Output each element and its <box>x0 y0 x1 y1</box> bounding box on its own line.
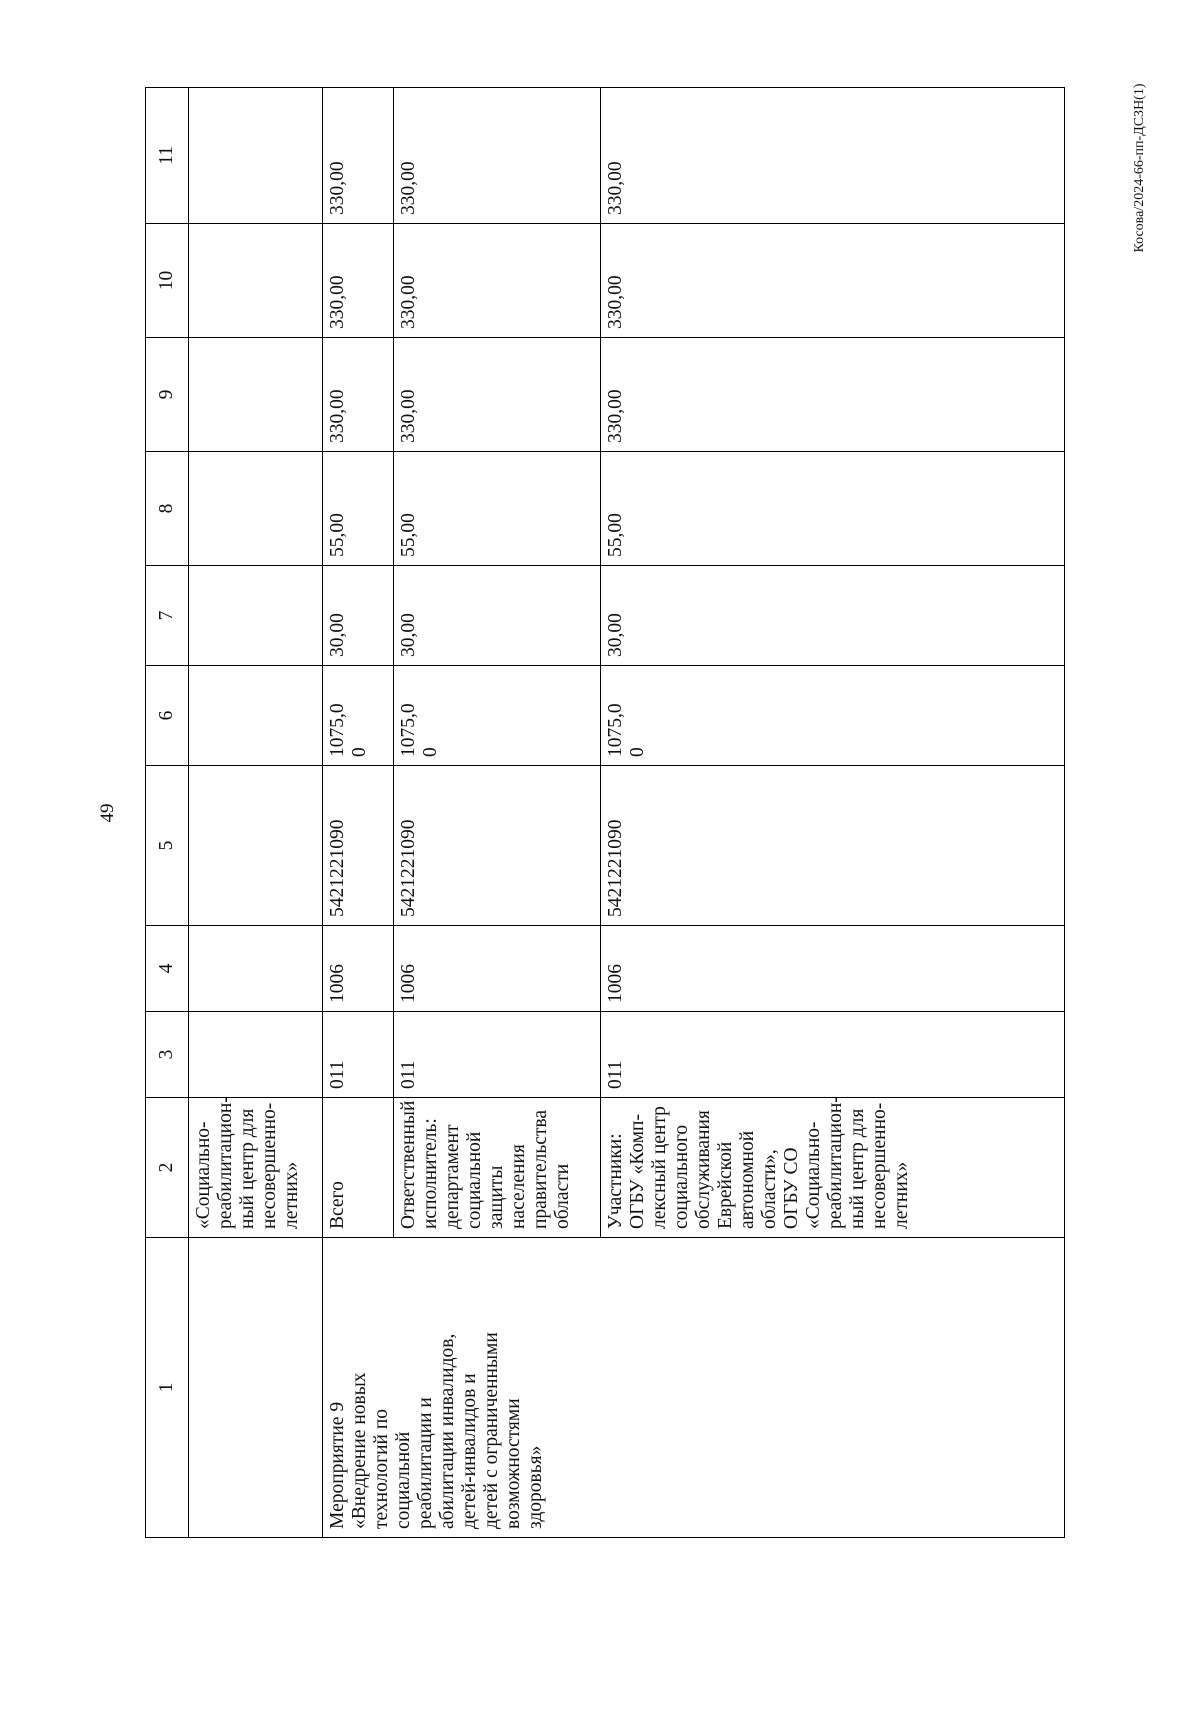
total-col-8: 55,00 <box>323 452 394 566</box>
table-holder <box>145 88 1065 1538</box>
participants-col-9: 330,00 <box>601 338 1065 452</box>
header-col-7: 7 <box>146 566 189 666</box>
continuation-cell-10 <box>189 224 323 338</box>
total-col-10: 330,00 <box>323 224 394 338</box>
total-col-3: 011 <box>323 1012 394 1098</box>
continuation-cell-3 <box>189 1012 323 1098</box>
responsible-label: Ответственный исполнитель: департамент социальной защиты населения правительства области <box>394 1098 601 1238</box>
participants-col-5: 5421221090 <box>601 766 1065 926</box>
header-col-3: 3 <box>146 1012 189 1098</box>
total-col-5: 5421221090 <box>323 766 394 926</box>
responsible-col-5: 5421221090 <box>394 766 601 926</box>
header-col-2: 2 <box>146 1098 189 1238</box>
header-col-8: 8 <box>146 452 189 566</box>
participants-col-7: 30,00 <box>601 566 1065 666</box>
total-col-11: 330,00 <box>323 88 394 224</box>
header-row <box>146 88 189 1538</box>
continuation-row <box>189 88 323 1538</box>
responsible-col-6: 1075,0 0 <box>394 666 601 766</box>
header-col-11: 11 <box>146 88 189 224</box>
responsible-col-10: 330,00 <box>394 224 601 338</box>
table-rotation-frame <box>145 88 1065 1538</box>
responsible-col-11: 330,00 <box>394 88 601 224</box>
total-label: Всего <box>323 1098 394 1238</box>
continuation-cell-8 <box>189 452 323 566</box>
participants-col-8: 55,00 <box>601 452 1065 566</box>
responsible-col-3: 011 <box>394 1012 601 1098</box>
page-number: 49 <box>97 803 118 823</box>
header-col-1: 1 <box>146 1238 189 1538</box>
participants-col-4: 1006 <box>601 926 1065 1012</box>
header-col-9: 9 <box>146 338 189 452</box>
responsible-col-4: 1006 <box>394 926 601 1012</box>
responsible-col-7: 30,00 <box>394 566 601 666</box>
participants-col-3: 011 <box>601 1012 1065 1098</box>
continuation-cell-7 <box>189 566 323 666</box>
header-col-6: 6 <box>146 666 189 766</box>
participants-col-10: 330,00 <box>601 224 1065 338</box>
header-col-4: 4 <box>146 926 189 1012</box>
participants-col-11: 330,00 <box>601 88 1065 224</box>
responsible-col-8: 55,00 <box>394 452 601 566</box>
continuation-cell-6 <box>189 666 323 766</box>
table-row-total <box>323 88 394 1538</box>
total-col-4: 1006 <box>323 926 394 1012</box>
total-col-7: 30,00 <box>323 566 394 666</box>
continuation-cell-5 <box>189 766 323 926</box>
responsible-col-9: 330,00 <box>394 338 601 452</box>
budget-table <box>145 87 1065 1538</box>
header-col-10: 10 <box>146 224 189 338</box>
participants-label: Участники: ОГБУ «Комп- лексный центр социального обслуживания Еврейской автономной области», ОГБУ СО «Социально- реабилитацион- ный центр для несовершенно- летних» <box>601 1098 1065 1238</box>
continuation-cell-11 <box>189 88 323 224</box>
header-col-5: 5 <box>146 766 189 926</box>
total-col-9: 330,00 <box>323 338 394 452</box>
continuation-cell-9 <box>189 338 323 452</box>
continuation-cell-4 <box>189 926 323 1012</box>
continuation-cell-2: «Социально- реабилитацион- ный центр для несовершенно- летних» <box>189 1098 323 1238</box>
total-col-6: 1075,0 0 <box>323 666 394 766</box>
continuation-cell-1 <box>189 1238 323 1538</box>
measure-title-cell: Мероприятие 9 «Внедрение новых технологий по социальной реабилитации и абилитации инвалидов, детей-инвалидов и детей с ограниченными возможностями здоровья» <box>323 1238 1065 1538</box>
document-code: Косова/2024-66-пп-ДСЗН(1) <box>1132 83 1147 253</box>
participants-col-6: 1075,0 0 <box>601 666 1065 766</box>
